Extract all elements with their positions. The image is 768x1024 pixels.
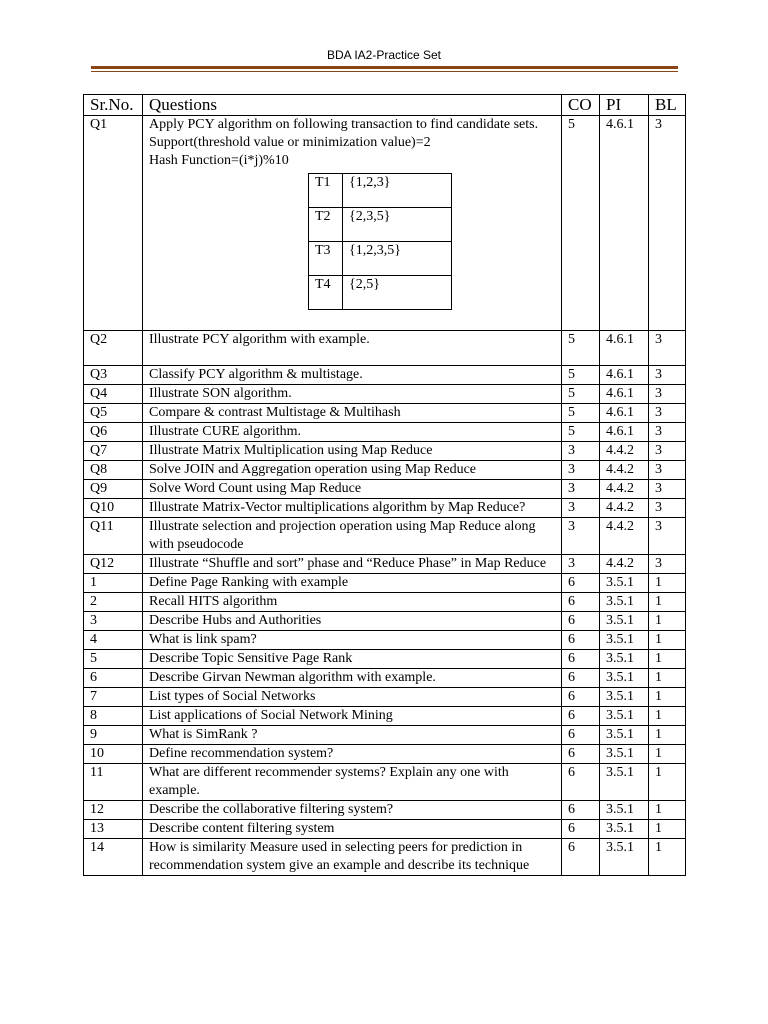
- cell-pi: 4.4.2: [600, 480, 649, 499]
- transaction-items: {2,3,5}: [343, 208, 452, 242]
- table-row: [84, 442, 686, 461]
- cell-srno: Q5: [84, 404, 143, 423]
- cell-bl: 3: [649, 499, 686, 518]
- table-row: [84, 404, 686, 423]
- questions-table: [83, 94, 686, 876]
- cell-bl: 1: [649, 631, 686, 650]
- cell-pi: 4.6.1: [600, 385, 649, 404]
- cell-srno: Q4: [84, 385, 143, 404]
- header-rule-thin: [91, 71, 678, 72]
- cell-pi: 4.4.2: [600, 442, 649, 461]
- cell-co: 6: [562, 726, 600, 745]
- cell-pi: 4.6.1: [600, 423, 649, 442]
- transaction-table: [308, 173, 452, 310]
- cell-co: 5: [562, 116, 600, 331]
- header-rule-thick: [91, 66, 678, 69]
- cell-bl: 3: [649, 461, 686, 480]
- table-header-row: [84, 95, 686, 116]
- cell-question: Recall HITS algorithm: [143, 593, 562, 612]
- cell-pi: 3.5.1: [600, 839, 649, 876]
- cell-srno: Q10: [84, 499, 143, 518]
- column-header-questions: Questions: [143, 95, 562, 116]
- cell-bl: 1: [649, 839, 686, 876]
- table-row: [84, 631, 686, 650]
- cell-co: 5: [562, 423, 600, 442]
- cell-srno: 5: [84, 650, 143, 669]
- transaction-items: {1,2,3,5}: [343, 242, 452, 276]
- cell-bl: 3: [649, 366, 686, 385]
- cell-bl: 1: [649, 707, 686, 726]
- cell-co: 5: [562, 331, 600, 366]
- table-row: [84, 820, 686, 839]
- cell-co: 6: [562, 612, 600, 631]
- cell-pi: 3.5.1: [600, 820, 649, 839]
- column-header-bl: BL: [649, 95, 686, 116]
- cell-co: 3: [562, 555, 600, 574]
- cell-co: 6: [562, 745, 600, 764]
- cell-pi: 4.6.1: [600, 116, 649, 331]
- page-header-title: BDA IA2-Practice Set: [326, 48, 442, 62]
- cell-question: List applications of Social Network Mining: [143, 707, 562, 726]
- cell-bl: 3: [649, 404, 686, 423]
- cell-co: 6: [562, 669, 600, 688]
- cell-bl: 1: [649, 574, 686, 593]
- table-row: [84, 745, 686, 764]
- cell-pi: 3.5.1: [600, 593, 649, 612]
- cell-srno: 9: [84, 726, 143, 745]
- cell-pi: 3.5.1: [600, 801, 649, 820]
- cell-srno: Q9: [84, 480, 143, 499]
- cell-srno: Q2: [84, 331, 143, 366]
- table-row: [84, 461, 686, 480]
- cell-srno: 14: [84, 839, 143, 876]
- cell-pi: 4.4.2: [600, 461, 649, 480]
- table-row: [84, 764, 686, 801]
- transaction-row: [309, 276, 452, 310]
- transaction-row: [309, 242, 452, 276]
- cell-pi: 4.6.1: [600, 331, 649, 366]
- cell-question: Define Page Ranking with example: [143, 574, 562, 593]
- transaction-items: {1,2,3}: [343, 174, 452, 208]
- cell-pi: 3.5.1: [600, 726, 649, 745]
- cell-co: 5: [562, 366, 600, 385]
- cell-question: Illustrate Matrix-Vector multiplications algorithm by Map Reduce?: [143, 499, 562, 518]
- cell-question: Describe content filtering system: [143, 820, 562, 839]
- cell-question: Solve JOIN and Aggregation operation using Map Reduce: [143, 461, 562, 480]
- table-row: [84, 612, 686, 631]
- cell-co: 5: [562, 385, 600, 404]
- column-header-co: CO: [562, 95, 600, 116]
- table-row: [84, 593, 686, 612]
- cell-bl: 1: [649, 650, 686, 669]
- cell-question: Solve Word Count using Map Reduce: [143, 480, 562, 499]
- cell-bl: 1: [649, 726, 686, 745]
- table-row: [84, 839, 686, 876]
- cell-co: 3: [562, 518, 600, 555]
- cell-question: How is similarity Measure used in selecting peers for prediction in recommendation system give an example and describe its technique: [143, 839, 562, 876]
- column-header-srno: Sr.No.: [84, 95, 143, 116]
- cell-srno: 10: [84, 745, 143, 764]
- cell-question: Describe Hubs and Authorities: [143, 612, 562, 631]
- q1-text-line1: Apply PCY algorithm on following transaction to find candidate sets.: [149, 117, 539, 132]
- cell-bl: 3: [649, 480, 686, 499]
- table-row: [84, 669, 686, 688]
- cell-co: 6: [562, 574, 600, 593]
- table-row: [84, 366, 686, 385]
- cell-co: 6: [562, 820, 600, 839]
- cell-srno: 6: [84, 669, 143, 688]
- transaction-row: [309, 174, 452, 208]
- cell-srno: 2: [84, 593, 143, 612]
- table-row: [84, 385, 686, 404]
- table-row: [84, 423, 686, 442]
- transaction-items: {2,5}: [343, 276, 452, 310]
- cell-pi: 3.5.1: [600, 745, 649, 764]
- cell-pi: 4.4.2: [600, 499, 649, 518]
- q1-text-line2: Support(threshold value or minimization value)=2: [149, 135, 431, 150]
- cell-question: Define recommendation system?: [143, 745, 562, 764]
- cell-pi: 3.5.1: [600, 707, 649, 726]
- cell-srno: 4: [84, 631, 143, 650]
- cell-co: 3: [562, 480, 600, 499]
- cell-question: Illustrate selection and projection operation using Map Reduce along with pseudocode: [143, 518, 562, 555]
- cell-co: 3: [562, 461, 600, 480]
- cell-pi: 3.5.1: [600, 764, 649, 801]
- table-row-q1: [84, 116, 686, 331]
- cell-co: 6: [562, 801, 600, 820]
- cell-question: Illustrate “Shuffle and sort” phase and “Reduce Phase” in Map Reduce: [143, 555, 562, 574]
- cell-srno: Q12: [84, 555, 143, 574]
- cell-srno: 8: [84, 707, 143, 726]
- cell-co: 6: [562, 839, 600, 876]
- table-row: [84, 480, 686, 499]
- cell-question: Compare & contrast Multistage & Multihash: [143, 404, 562, 423]
- cell-srno: 1: [84, 574, 143, 593]
- cell-bl: 1: [649, 801, 686, 820]
- transaction-id: T3: [309, 242, 343, 276]
- cell-srno: Q6: [84, 423, 143, 442]
- transaction-id: T4: [309, 276, 343, 310]
- cell-pi: 4.6.1: [600, 404, 649, 423]
- cell-srno: Q7: [84, 442, 143, 461]
- cell-question: Describe the collaborative filtering system?: [143, 801, 562, 820]
- cell-question: [143, 116, 562, 331]
- cell-bl: 1: [649, 612, 686, 631]
- cell-srno: Q1: [84, 116, 143, 331]
- cell-pi: 3.5.1: [600, 669, 649, 688]
- table-row: [84, 726, 686, 745]
- cell-srno: 12: [84, 801, 143, 820]
- cell-bl: 3: [649, 442, 686, 461]
- cell-bl: 1: [649, 764, 686, 801]
- cell-srno: Q8: [84, 461, 143, 480]
- transaction-id: T1: [309, 174, 343, 208]
- cell-co: 6: [562, 650, 600, 669]
- table-row: [84, 518, 686, 555]
- cell-co: 3: [562, 499, 600, 518]
- cell-bl: 1: [649, 669, 686, 688]
- cell-pi: 4.4.2: [600, 555, 649, 574]
- cell-co: 6: [562, 707, 600, 726]
- cell-bl: 1: [649, 745, 686, 764]
- cell-srno: 7: [84, 688, 143, 707]
- cell-question: Describe Topic Sensitive Page Rank: [143, 650, 562, 669]
- cell-srno: 13: [84, 820, 143, 839]
- table-row: [84, 801, 686, 820]
- cell-question: Describe Girvan Newman algorithm with example.: [143, 669, 562, 688]
- cell-question: List types of Social Networks: [143, 688, 562, 707]
- transaction-row: [309, 208, 452, 242]
- cell-question: What is SimRank ?: [143, 726, 562, 745]
- cell-pi: 3.5.1: [600, 688, 649, 707]
- cell-srno: 11: [84, 764, 143, 801]
- table-row: [84, 707, 686, 726]
- cell-question: Illustrate SON algorithm.: [143, 385, 562, 404]
- transaction-id: T2: [309, 208, 343, 242]
- table-row: [84, 650, 686, 669]
- cell-pi: 3.5.1: [600, 650, 649, 669]
- cell-bl: 1: [649, 593, 686, 612]
- cell-co: 6: [562, 688, 600, 707]
- cell-bl: 1: [649, 820, 686, 839]
- cell-question: Illustrate Matrix Multiplication using Map Reduce: [143, 442, 562, 461]
- table-row: [84, 499, 686, 518]
- cell-pi: 3.5.1: [600, 612, 649, 631]
- cell-bl: 3: [649, 555, 686, 574]
- q1-text-line3: Hash Function=(i*j)%10: [149, 153, 289, 168]
- cell-co: 6: [562, 764, 600, 801]
- cell-bl: 3: [649, 385, 686, 404]
- cell-bl: 1: [649, 688, 686, 707]
- cell-pi: 4.4.2: [600, 518, 649, 555]
- cell-bl: 3: [649, 518, 686, 555]
- table-row: [84, 574, 686, 593]
- cell-pi: 3.5.1: [600, 574, 649, 593]
- cell-question: Classify PCY algorithm & multistage.: [143, 366, 562, 385]
- cell-bl: 3: [649, 423, 686, 442]
- cell-co: 6: [562, 593, 600, 612]
- cell-question: What are different recommender systems? Explain any one with example.: [143, 764, 562, 801]
- cell-co: 6: [562, 631, 600, 650]
- cell-bl: 3: [649, 116, 686, 331]
- table-row: [84, 555, 686, 574]
- cell-pi: 3.5.1: [600, 631, 649, 650]
- cell-bl: 3: [649, 331, 686, 366]
- cell-co: 3: [562, 442, 600, 461]
- cell-question: Illustrate PCY algorithm with example.: [143, 331, 562, 366]
- cell-srno: 3: [84, 612, 143, 631]
- cell-question: Illustrate CURE algorithm.: [143, 423, 562, 442]
- cell-question: What is link spam?: [143, 631, 562, 650]
- column-header-pi: PI: [600, 95, 649, 116]
- cell-co: 5: [562, 404, 600, 423]
- table-row: [84, 331, 686, 366]
- cell-srno: Q11: [84, 518, 143, 555]
- cell-srno: Q3: [84, 366, 143, 385]
- cell-pi: 4.6.1: [600, 366, 649, 385]
- table-row: [84, 688, 686, 707]
